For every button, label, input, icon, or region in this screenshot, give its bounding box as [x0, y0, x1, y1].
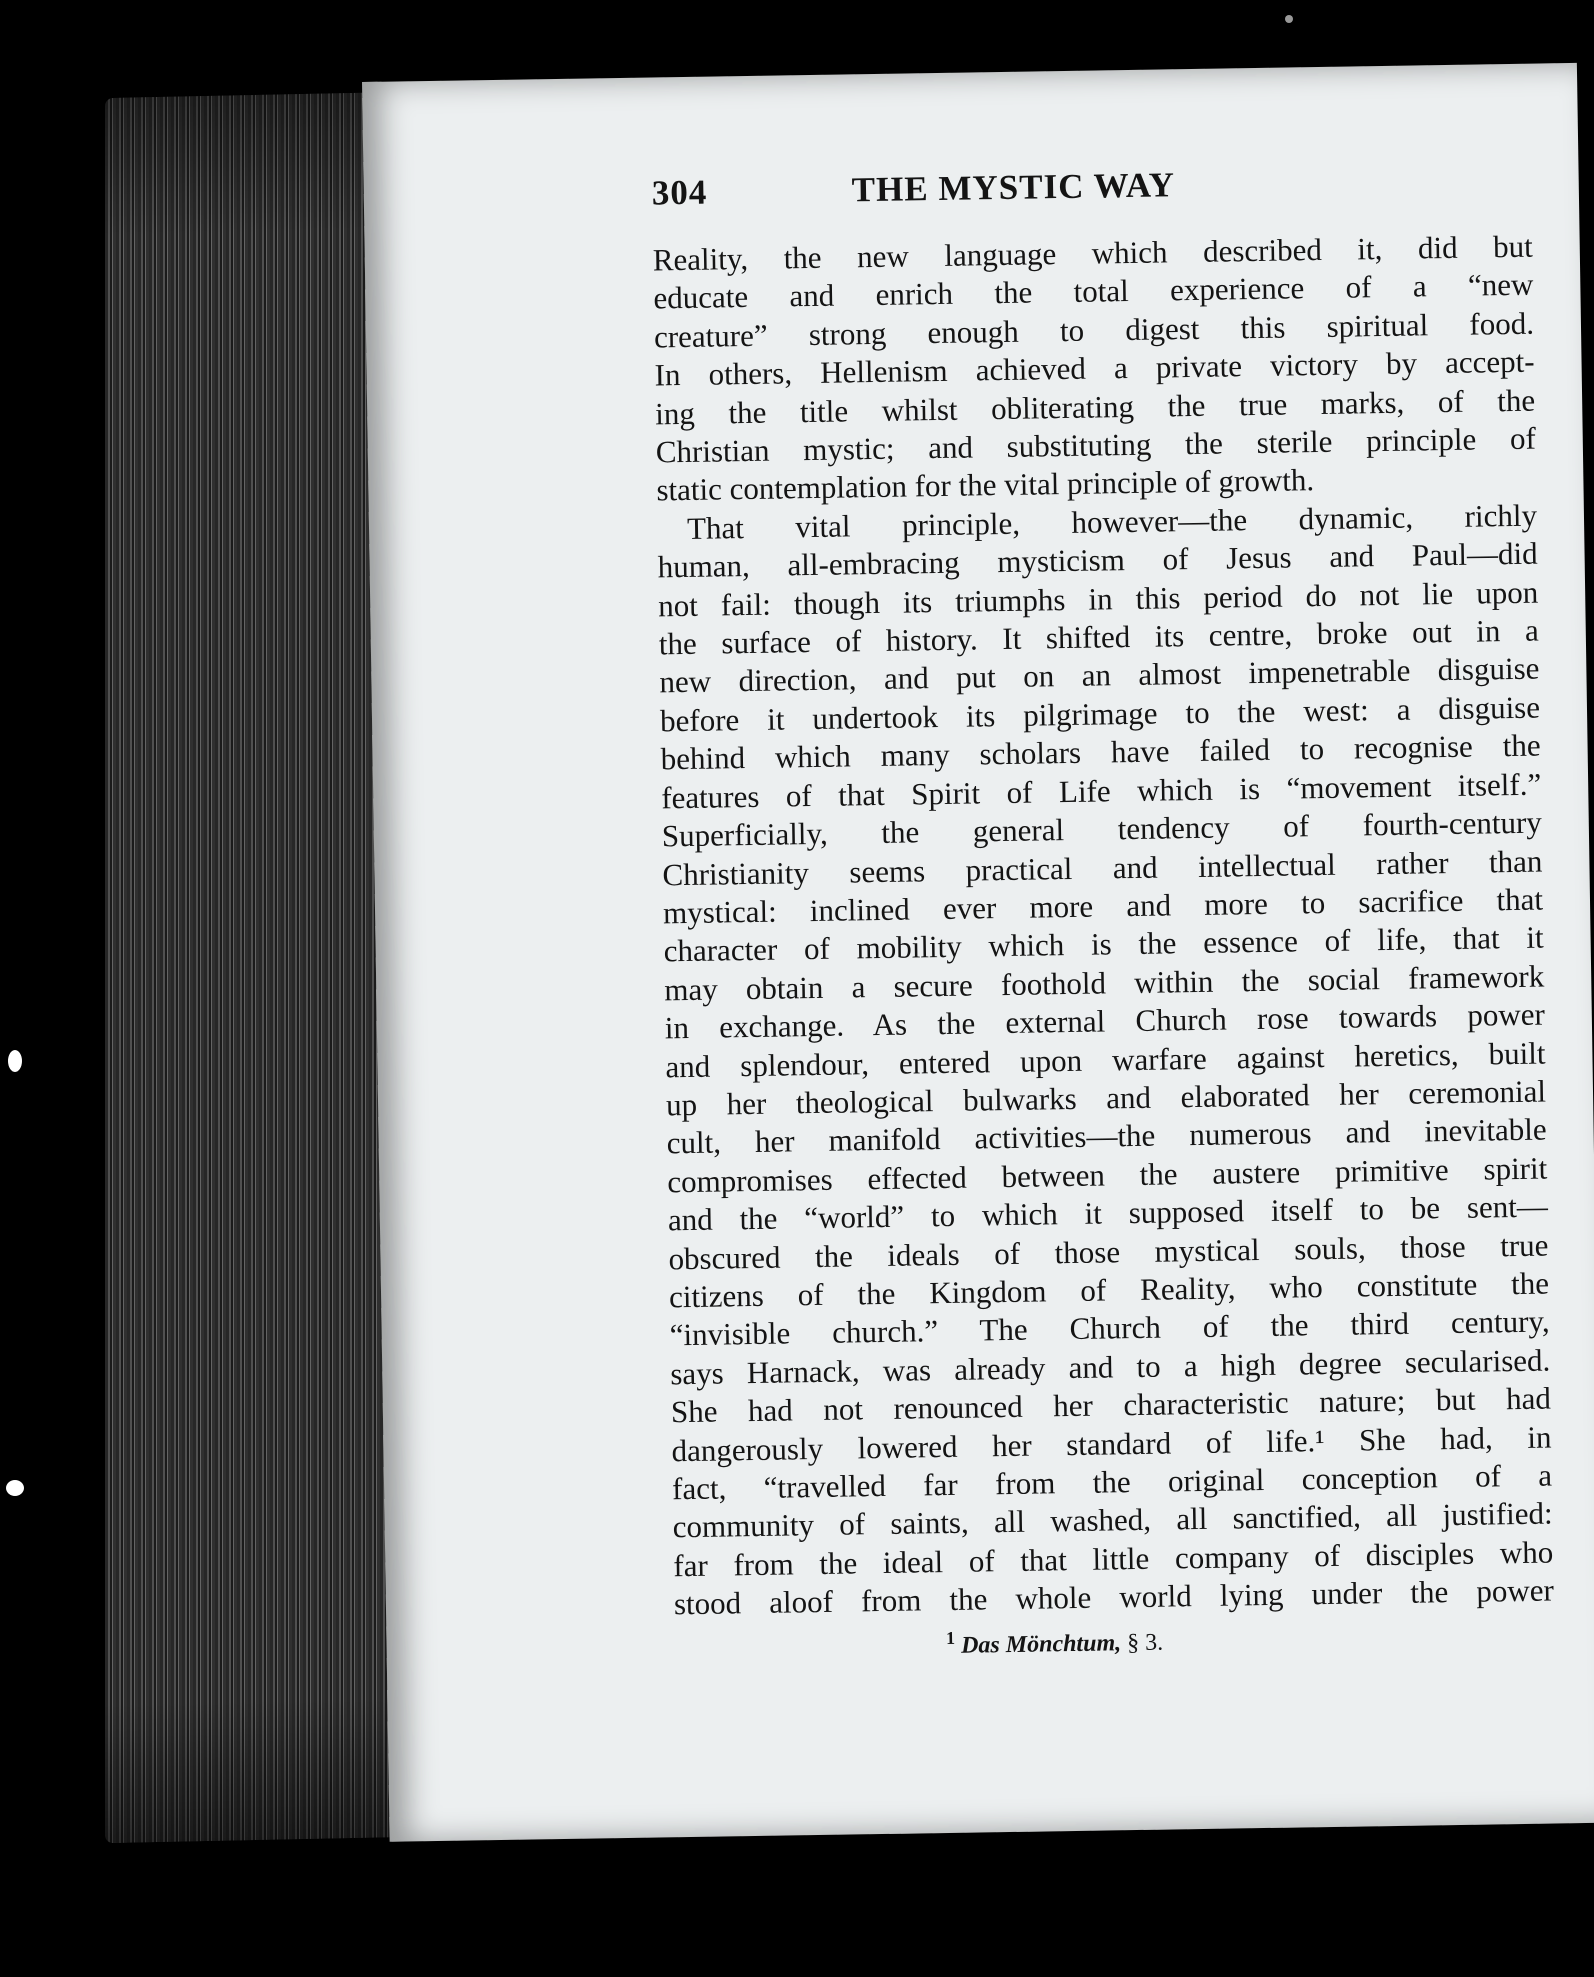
body-line: the surface of history. It shifted its centre, broke out in a: [658, 612, 1540, 662]
scan-speck: [1285, 15, 1293, 23]
body-line: fact, “travelled far from the original conception of a: [671, 1457, 1553, 1507]
body-line: creature” strong enough to digest this spiritual food.: [653, 305, 1535, 355]
body-line: and the “world” to which it supposed itself to be sent—: [667, 1188, 1549, 1238]
body-line: character of mobility which is the essence of life, that it: [663, 919, 1544, 969]
body-line: She had not renounced her characteristic nature; but had: [670, 1380, 1552, 1430]
body-line: may obtain a secure foothold within the social framework: [664, 958, 1545, 1008]
page-content: [651, 160, 1554, 1664]
footnote: [674, 1618, 1554, 1664]
body-line: educate and enrich the total experience of a “new: [653, 267, 1534, 316]
scan-speck: [8, 1050, 22, 1072]
body-line: before it undertook its pilgrimage to the west: a disguise: [659, 689, 1541, 739]
scan-speck: [6, 1480, 24, 1496]
page-number: 304: [651, 172, 708, 213]
footnote-section: § 3.: [1120, 1629, 1164, 1656]
body-line: up her theological bulwarks and elaborated her ceremonial: [665, 1073, 1547, 1123]
body-line: features of that Spirit of Life which is “movement itself.”: [661, 766, 1542, 816]
body-line: Christian mystic; and substituting the sterile principle of: [655, 420, 1537, 470]
body-line: says Harnack, was already and to a high degree secularised.: [670, 1342, 1551, 1392]
body-line: That vital principle, however—the dynamic, richly: [686, 497, 1538, 546]
body-line: Reality, the new language which described it, did but: [652, 228, 1533, 278]
body-line: Superficially, the general tendency of fourth-century: [661, 804, 1543, 854]
body-line: mystical: inclined ever more and more to sacrifice that: [662, 881, 1544, 931]
book-page-edges: [105, 92, 405, 1843]
body-line: obscured the ideals of those mystical souls, those true: [668, 1227, 1549, 1276]
body-line: human, all-embracing mysticism of Jesus and Paul—did: [657, 535, 1538, 585]
body-line: not fail: though its triumphs in this period do not lie upon: [657, 574, 1539, 624]
body-text: [653, 228, 1555, 1624]
body-line: Christianity seems practical and intellectual rather than: [662, 843, 1543, 892]
footnote-work-title: Das Mönchtum,: [960, 1629, 1122, 1659]
body-line: In others, Hellenism achieved a private victory by accept-: [654, 343, 1535, 393]
body-line: compromises effected between the austere primitive spirit: [667, 1150, 1548, 1200]
body-line: and splendour, entered upon warfare against heretics, built: [665, 1035, 1546, 1084]
body-line: “invisible church.” The Church of the third century,: [669, 1303, 1550, 1353]
body-line: community of saints, all washed, all sanctified, all justified:: [672, 1495, 1553, 1545]
body-line: static contemplation for the vital principle of growth.: [656, 462, 1315, 508]
printed-page: [362, 63, 1594, 1842]
body-line: cult, her manifold activities—the numerous and inevitable: [666, 1111, 1547, 1161]
body-line: far from the ideal of that little company of disciples who: [673, 1534, 1554, 1584]
body-line: new direction, and put on an almost impenetrable disguise: [659, 651, 1540, 700]
running-title: THE MYSTIC WAY: [851, 165, 1176, 210]
footnote-marker: 1: [945, 1627, 956, 1648]
body-line: citizens of the Kingdom of Reality, who constitute the: [668, 1265, 1550, 1315]
running-head: [651, 160, 1532, 214]
body-line: dangerously lowered her standard of life.¹ She had, in: [671, 1419, 1552, 1468]
body-line: behind which many scholars have failed to recognise the: [660, 727, 1541, 777]
body-line: in exchange. As the external Church rose towards power: [664, 996, 1546, 1046]
body-line: ing the title whilst obliterating the true marks, of the: [654, 382, 1536, 432]
body-line: stood aloof from the whole world lying under the power: [673, 1572, 1555, 1622]
